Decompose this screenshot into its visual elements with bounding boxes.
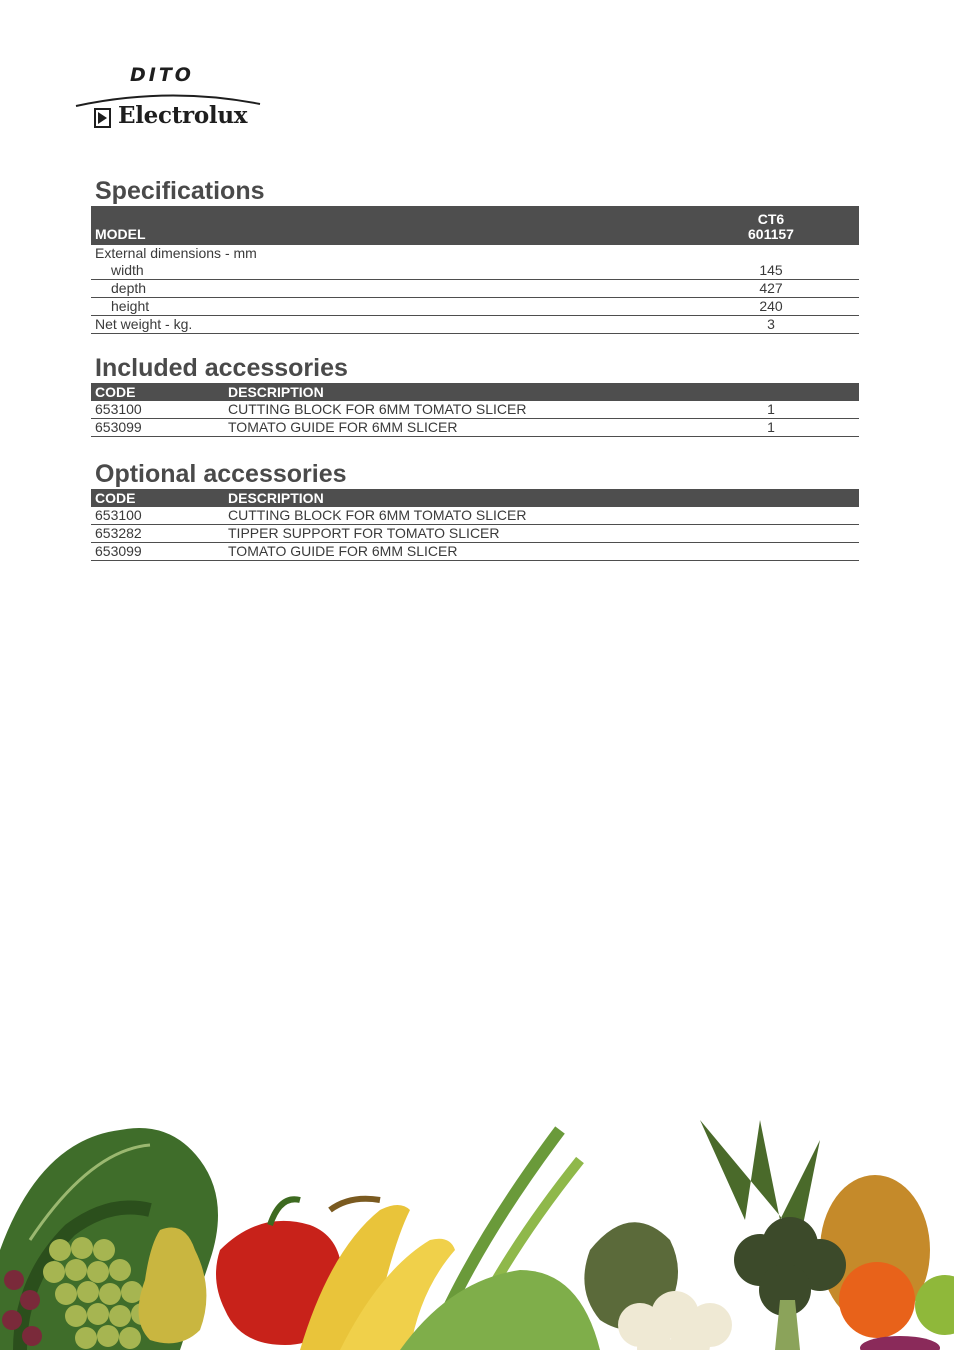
- included-accessory-row: [91, 401, 859, 419]
- spec-value: 3: [683, 316, 859, 334]
- optional-accessories-table: [91, 489, 859, 561]
- optional-header-row: [91, 489, 859, 507]
- spec-row: [91, 316, 859, 334]
- accessory-description: TIPPER SUPPORT FOR TOMATO SLICER: [224, 525, 859, 543]
- spec-row: [91, 262, 859, 280]
- spec-value: 145: [683, 262, 859, 280]
- accessory-code: 653099: [91, 543, 224, 561]
- qty-header: [683, 383, 859, 401]
- model-name: CT6: [757, 211, 785, 227]
- spec-row: [91, 280, 859, 298]
- optional-accessory-row: [91, 507, 859, 525]
- specifications-title: Specifications: [95, 177, 265, 205]
- description-header: DESCRIPTION: [224, 383, 683, 401]
- optional-accessory-row: [91, 525, 859, 543]
- included-header-row: [91, 383, 859, 401]
- included-accessories-title: Included accessories: [95, 354, 348, 382]
- description-header: DESCRIPTION: [224, 489, 859, 507]
- model-column-header: [683, 206, 859, 245]
- optional-accessory-row: [91, 543, 859, 561]
- accessory-description: CUTTING BLOCK FOR 6MM TOMATO SLICER: [224, 507, 859, 525]
- optional-accessories-title: Optional accessories: [95, 460, 347, 488]
- accessory-description: TOMATO GUIDE FOR 6MM SLICER: [224, 419, 683, 437]
- included-accessories-table: [91, 383, 859, 437]
- code-header: CODE: [91, 489, 224, 507]
- spec-label: height: [91, 298, 683, 316]
- accessory-code: 653099: [91, 419, 224, 437]
- spec-value: [683, 245, 859, 262]
- accessory-qty: 1: [683, 401, 859, 419]
- electrolux-icon: [94, 108, 111, 128]
- spec-label: width: [91, 262, 683, 280]
- spec-row: [91, 298, 859, 316]
- specifications-header-row: [91, 206, 859, 245]
- spec-label: External dimensions - mm: [95, 245, 257, 261]
- vegetables-banner-image: [0, 1100, 954, 1350]
- specifications-table: [91, 206, 859, 334]
- spec-label: depth: [91, 280, 683, 298]
- accessory-code: 653282: [91, 525, 224, 543]
- spec-label: Net weight - kg.: [91, 316, 683, 334]
- accessory-code: 653100: [91, 507, 224, 525]
- spec-row: [91, 245, 859, 262]
- spec-value: 427: [683, 280, 859, 298]
- accessory-description: CUTTING BLOCK FOR 6MM TOMATO SLICER: [224, 401, 683, 419]
- electrolux-logo-text: Electrolux: [118, 102, 248, 129]
- model-code: 601157: [748, 226, 794, 242]
- model-header: MODEL: [91, 206, 683, 245]
- spec-value: 240: [683, 298, 859, 316]
- accessory-code: 653100: [91, 401, 224, 419]
- brand-logo: [74, 62, 264, 134]
- accessory-qty: 1: [683, 419, 859, 437]
- dito-logo-text: DITO: [130, 64, 194, 86]
- included-accessory-row: [91, 419, 859, 437]
- accessory-description: TOMATO GUIDE FOR 6MM SLICER: [224, 543, 859, 561]
- code-header: CODE: [91, 383, 224, 401]
